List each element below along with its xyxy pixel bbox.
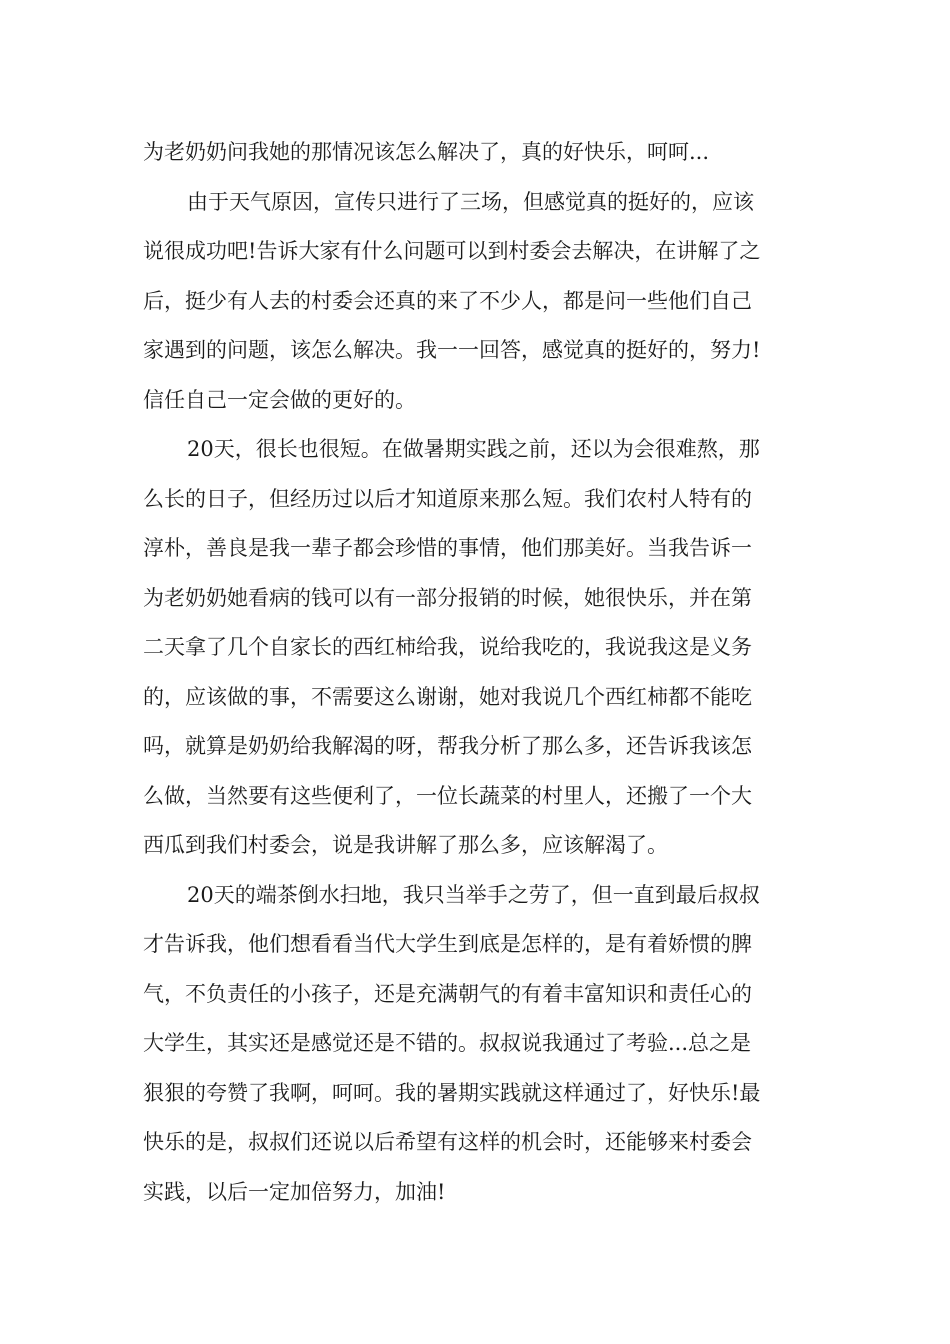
text-line: 吗，就算是奶奶给我解渴的呀，帮我分析了那么多，还告诉我该怎 [143,734,752,758]
text-line: 为老奶奶问我她的那情况该怎么解决了，真的好快乐，呵呵... [143,140,710,164]
text-line: 的，应该做的事，不需要这么谢谢，她对我说几个西红柿都不能吃 [143,684,752,709]
text-line: 么做，当然要有这些便利了，一位长蔬菜的村里人，还搬了一个大 [143,783,752,808]
text-line: 20天的端茶倒水扫地，我只当举手之劳了，但一直到最后叔叔 [187,882,760,907]
text-line: 大学生，其实还是感觉还是不错的。叔叔说我通过了考验...总之是 [143,1031,752,1055]
text-line: 气，不负责任的小孩子，还是充满朝气的有着丰富知识和责任心的 [143,981,752,1006]
text-line: 为老奶奶她看病的钱可以有一部分报销的时候，她很快乐，并在第 [143,585,752,610]
text-line: 实践，以后一定加倍努力，加油! [143,1179,446,1204]
text-line: 信任自己一定会做的更好的。 [143,387,416,412]
text-line: 二天拿了几个自家长的西红柿给我，说给我吃的，我说我这是义务 [143,635,752,659]
text-line: 快乐的是，叔叔们还说以后希望有这样的机会时，还能够来村委会 [143,1130,752,1154]
text-line: 后，挺少有人去的村委会还真的来了不少人，都是问一些他们自己 [143,288,752,313]
text-line: 淳朴，善良是我一辈子都会珍惜的事情，他们那美好。当我告诉一 [143,536,752,560]
text-line: 狠狠的夸赞了我啊，呵呵。我的暑期实践就这样通过了，好快乐!最 [143,1080,761,1105]
document-body [143,128,807,1217]
text-line: 由于天气原因，宣传只进行了三场，但感觉真的挺好的，应该 [187,189,754,214]
text-line: 20天，很长也很短。在做暑期实践之前，还以为会很难熬，那 [187,437,760,461]
text-line: 才告诉我，他们想看看当代大学生到底是怎样的，是有着娇惯的脾 [143,932,752,956]
text-line: 西瓜到我们村委会，说是我讲解了那么多，应该解渴了。 [143,833,668,857]
text-line: 家遇到的问题，该怎么解决。我一一回答，感觉真的挺好的，努力! [143,338,761,362]
text-line: 么长的日子，但经历过以后才知道原来那么短。我们农村人特有的 [143,486,752,511]
text-line: 说很成功吧!告诉大家有什么问题可以到村委会去解决，在讲解了之 [143,239,761,263]
